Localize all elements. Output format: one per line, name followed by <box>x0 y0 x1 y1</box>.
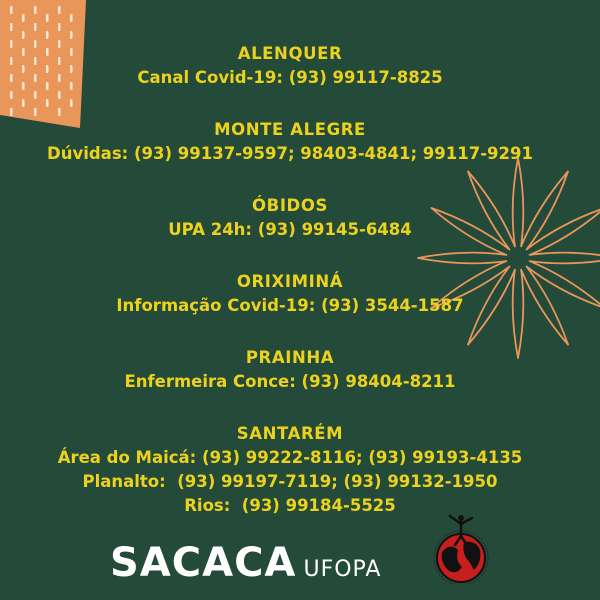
city-name: ÓBIDOS <box>252 196 328 215</box>
contact-line: Área do Maicá: (93) 99222-8116; (93) 99193-4135 <box>57 448 523 467</box>
city-name: PRAINHA <box>245 348 335 367</box>
sacaca-logo <box>110 540 381 586</box>
contact-line: UPA 24h: (93) 99145-6484 <box>168 220 412 239</box>
contact-line: Dúvidas: (93) 99137-9597; 98403-4841; 99117-9291 <box>47 144 533 163</box>
brand-sub: UFOPA <box>303 557 382 582</box>
city-santarem <box>0 422 580 518</box>
contact-line: Rios: (93) 99184-5525 <box>184 496 396 515</box>
city-name: ORIXIMINÁ <box>236 272 344 291</box>
contact-line: Planalto: (93) 99197-7119; (93) 99132-1950 <box>82 472 498 491</box>
globe-emblem-icon <box>428 512 494 584</box>
contact-line: Canal Covid-19: (93) 99117-8825 <box>137 68 443 87</box>
city-name: ALENQUER <box>237 44 343 63</box>
contact-line: Informação Covid-19: (93) 3544-1587 <box>116 296 464 315</box>
city-obidos <box>0 194 580 242</box>
city-oriximina <box>0 270 580 318</box>
city-prainha <box>0 346 580 394</box>
contacts-list <box>0 42 580 546</box>
city-alenquer <box>0 42 580 90</box>
city-name: SANTARÉM <box>236 424 344 443</box>
brand-name: SACACA <box>110 540 297 586</box>
contact-line: Enfermeira Conce: (93) 98404-8211 <box>124 372 456 391</box>
city-name: MONTE ALEGRE <box>214 120 366 139</box>
city-monte-alegre <box>0 118 580 166</box>
